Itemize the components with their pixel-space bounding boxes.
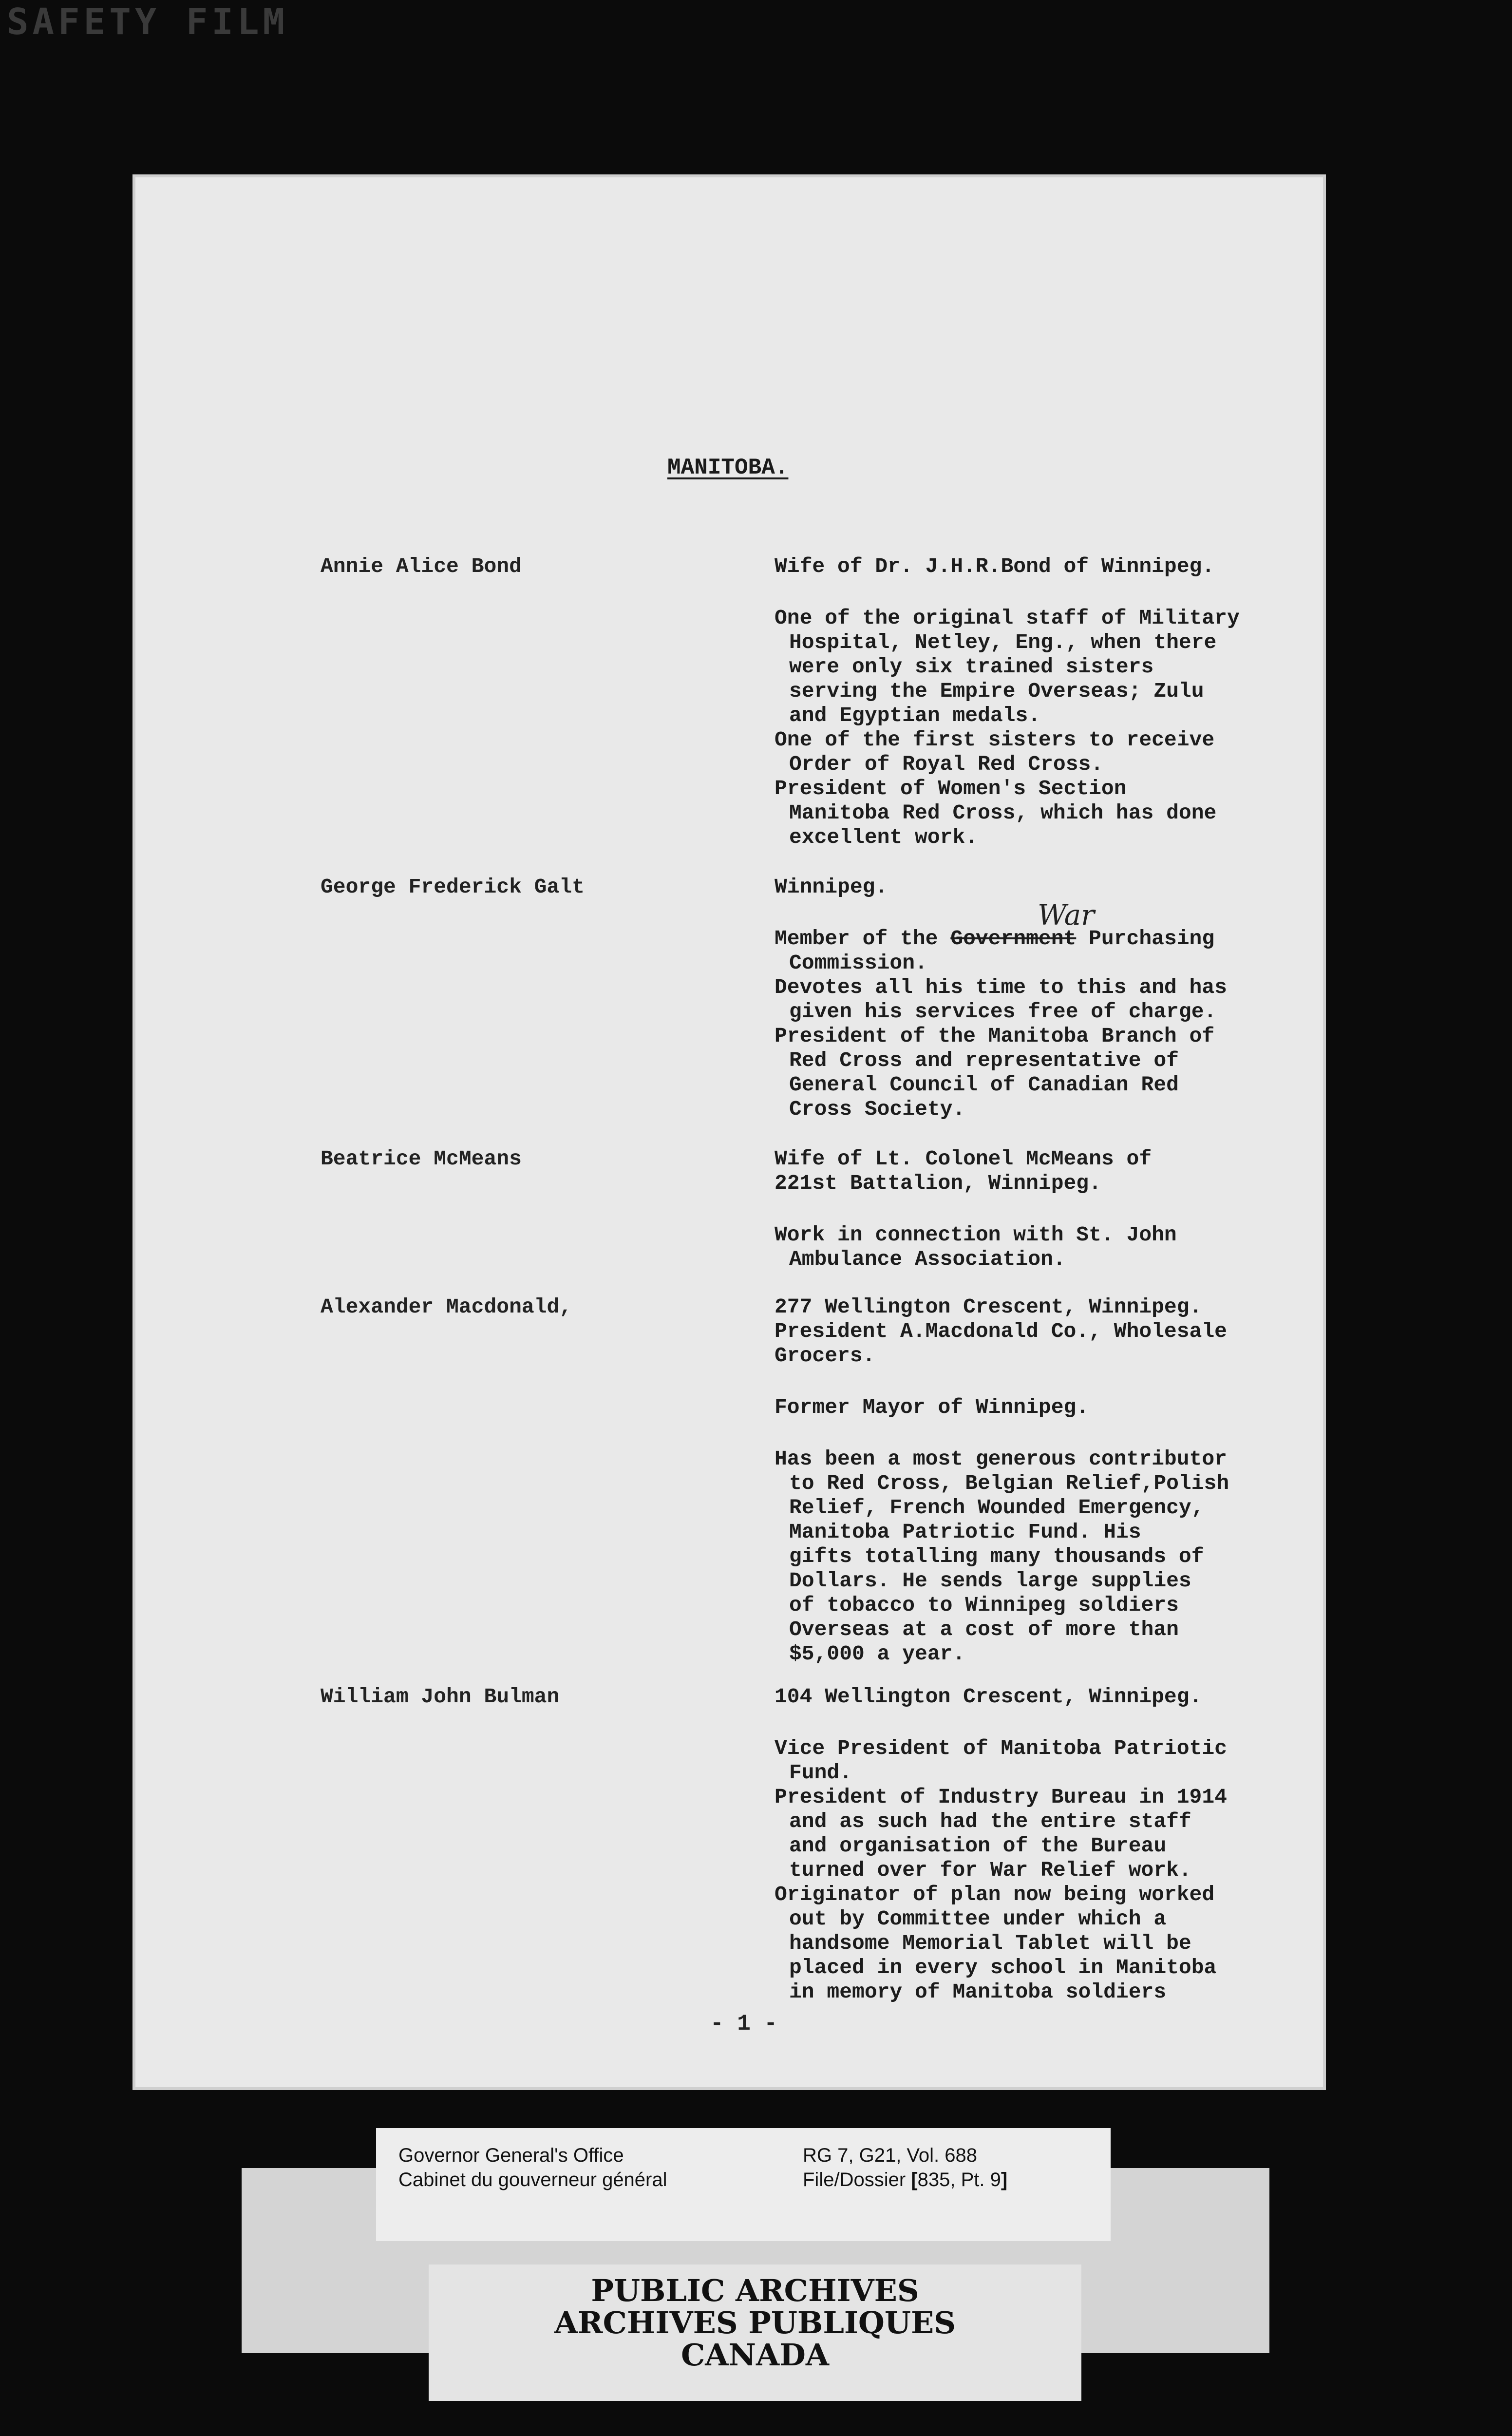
text-line: Ambulance Association. <box>789 1247 1066 1271</box>
text-line: Wife of Dr. J.H.R.Bond of Winnipeg. <box>775 554 1215 578</box>
entry-paragraph <box>775 606 1310 850</box>
entry-name: William John Bulman <box>321 1685 560 1709</box>
file-label: File/Dossier <box>803 2169 906 2190</box>
text-line: Cross Society. <box>789 1097 965 1121</box>
entry-paragraph <box>775 927 1310 1122</box>
text-line: Relief, French Wounded Emergency, <box>789 1496 1204 1520</box>
text-line: Overseas at a cost of more than <box>789 1618 1179 1641</box>
text-line: President of Industry Bureau in 1914 <box>775 1785 1227 1809</box>
entry-description <box>775 1147 1310 1272</box>
text-line: turned over for War Relief work. <box>789 1858 1191 1882</box>
entry-description <box>775 1295 1310 1666</box>
entry-name: Beatrice McMeans <box>321 1147 522 1171</box>
text-line: and Egyptian medals. <box>789 704 1041 727</box>
text-line: Red Cross and representative of <box>789 1048 1179 1072</box>
text-line: gifts totalling many thousands of <box>789 1544 1204 1568</box>
page-number: - 1 - <box>710 2011 778 2036</box>
text-line: serving the Empire Overseas; Zulu <box>789 679 1204 703</box>
handwritten-insertion: War <box>1038 898 1095 932</box>
archive-reference-label <box>376 2128 1111 2241</box>
right-bracket-icon: ] <box>1001 2169 1008 2190</box>
text-line: $5,000 a year. <box>789 1642 965 1666</box>
entry-name: George Frederick Galt <box>321 875 585 899</box>
entry-paragraph <box>775 1447 1310 1666</box>
office-name-en: Governor General's Office <box>398 2145 624 2166</box>
entry-paragraph <box>775 1223 1310 1272</box>
text-line: placed in every school in Manitoba <box>789 1956 1217 1979</box>
text-line: and as such had the entire staff <box>789 1809 1191 1833</box>
text-line: Wife of Lt. Colonel McMeans of <box>775 1147 1152 1171</box>
stamp-line: PUBLIC ARCHIVES <box>591 2273 919 2308</box>
stamp-line: CANADA <box>680 2337 830 2373</box>
text-line: Commission. <box>789 951 927 975</box>
struck-word: Government <box>950 927 1077 951</box>
text-line: 221st Battalion, Winnipeg. <box>775 1171 1101 1195</box>
text-line: Has been a most generous contributor <box>775 1447 1227 1471</box>
text-line: President A.Macdonald Co., Wholesale <box>775 1319 1227 1343</box>
text-line: Dollars. He sends large supplies <box>789 1569 1191 1593</box>
text-line: Grocers. <box>775 1344 875 1368</box>
text-line: Member of the Government Purchasing <box>775 927 1215 951</box>
text-line: General Council of Canadian Red <box>789 1073 1179 1097</box>
text-line: in memory of Manitoba soldiers <box>789 1980 1167 2004</box>
office-name-fr: Cabinet du gouverneur général <box>398 2169 667 2190</box>
file-number: 835, Pt. 9 <box>917 2169 1001 2190</box>
text-line: Vice President of Manitoba Patriotic <box>775 1736 1227 1760</box>
text-line: Order of Royal Red Cross. <box>789 752 1104 776</box>
entry-name: Alexander Macdonald, <box>321 1295 572 1319</box>
entry-paragraph <box>775 1395 1310 1420</box>
text-line: 277 Wellington Crescent, Winnipeg. <box>775 1295 1202 1319</box>
entry-paragraph <box>775 1295 1310 1368</box>
text-line: Winnipeg. <box>775 875 888 899</box>
text-line: President of Women's Section <box>775 777 1127 800</box>
text-line: and organisation of the Bureau <box>789 1834 1167 1858</box>
file-reference <box>803 2168 1007 2191</box>
page-title: MANITOBA. <box>667 455 789 480</box>
text-line: Manitoba Patriotic Fund. His <box>789 1520 1141 1544</box>
archive-reference: RG 7, G21, Vol. 688 <box>803 2145 977 2166</box>
text-line: Fund. <box>789 1761 852 1785</box>
text-line: to Red Cross, Belgian Relief,Polish <box>789 1471 1229 1495</box>
entry-description <box>775 554 1310 850</box>
text-line: President of the Manitoba Branch of <box>775 1024 1215 1048</box>
text-line: were only six trained sisters <box>789 655 1154 679</box>
text-line: handsome Memorial Tablet will be <box>789 1931 1191 1955</box>
entry-paragraph <box>775 875 1310 899</box>
entry-description <box>775 875 1310 1122</box>
document-page <box>132 174 1326 2090</box>
text-line: Originator of plan now being worked <box>775 1883 1215 1906</box>
stamp-line: ARCHIVES PUBLIQUES <box>554 2305 956 2341</box>
text-line: Former Mayor of Winnipeg. <box>775 1395 1089 1419</box>
text-line: Devotes all his time to this and has <box>775 975 1227 999</box>
entry-paragraph <box>775 554 1310 579</box>
text-line: given his services free of charge. <box>789 1000 1217 1024</box>
entry-name: Annie Alice Bond <box>321 554 522 578</box>
text-line: excellent work. <box>789 825 978 849</box>
entry-paragraph <box>775 1147 1310 1196</box>
entry-description <box>775 1685 1310 2004</box>
text-line: One of the original staff of Military <box>775 606 1240 630</box>
text-line: One of the first sisters to receive <box>775 728 1215 752</box>
text-line: Hospital, Netley, Eng., when there <box>789 630 1217 654</box>
entry-paragraph <box>775 1685 1310 1709</box>
text-line: of tobacco to Winnipeg soldiers <box>789 1593 1179 1617</box>
text-line: out by Committee under which a <box>789 1907 1167 1931</box>
text-line: Work in connection with St. John <box>775 1223 1177 1247</box>
left-bracket-icon: [ <box>911 2169 918 2190</box>
entry-paragraph <box>775 1736 1310 2004</box>
film-edge-header: SAFETY FILM <box>7 1 289 43</box>
text-line: 104 Wellington Crescent, Winnipeg. <box>775 1685 1202 1709</box>
text-line: Manitoba Red Cross, which has done <box>789 801 1217 825</box>
